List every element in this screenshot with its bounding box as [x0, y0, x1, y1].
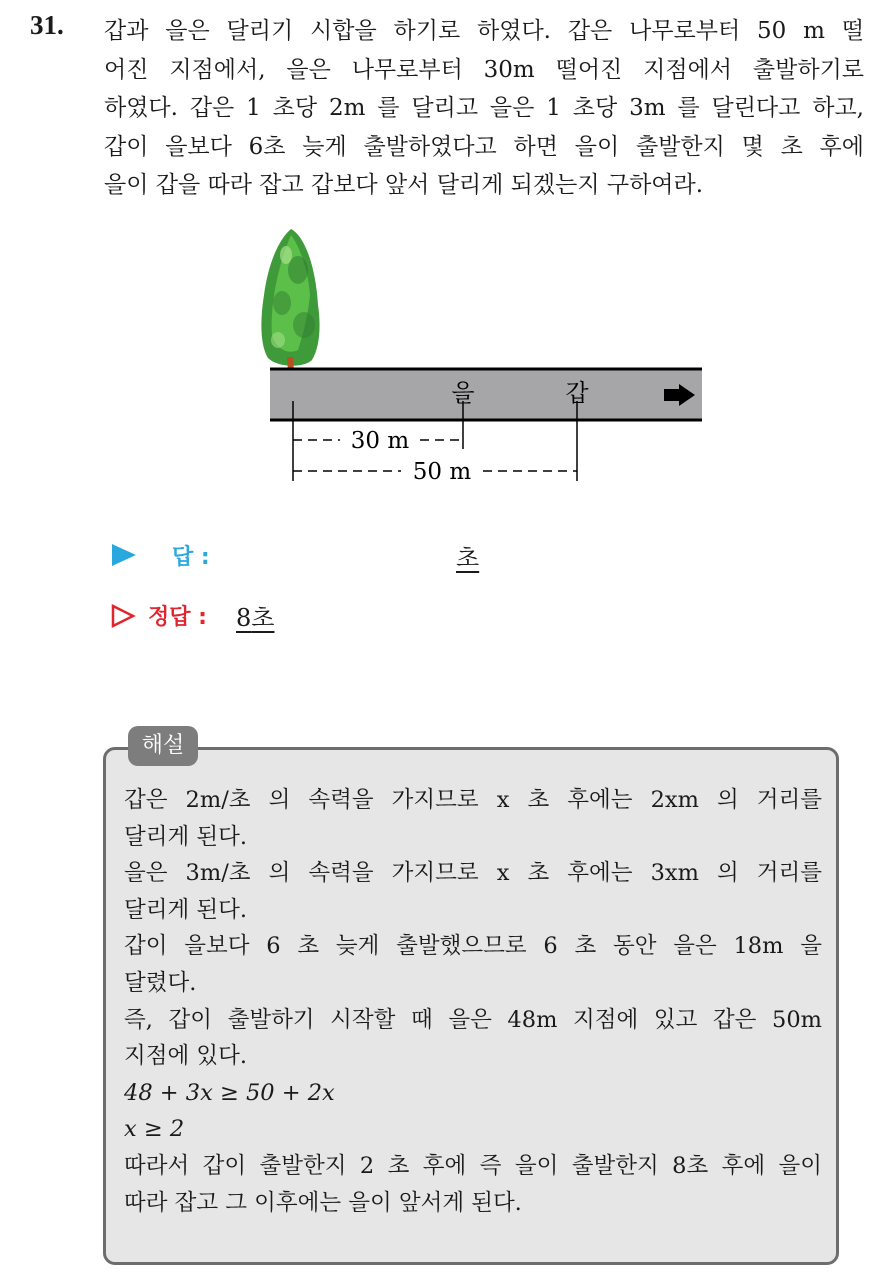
solution-line: 달리게 된다. — [124, 823, 247, 850]
solution-line: 따라서 갑이 출발한지 2 초 후에 즉 을이 출발한지 8초 후에 을이 — [124, 1152, 822, 1179]
solution-line: 즉, 갑이 출발하기 시작할 때 을은 48m 지점에 있고 갑은 50m — [124, 1006, 822, 1033]
question-line: 갑이 을보다 6초 늦게 출발하였다고 하면 을이 출발한지 몇 초 후에 — [104, 133, 864, 160]
question-line: 어진 지점에서, 을은 나무로부터 30m 떨어진 지점에서 출발하기로 — [104, 56, 864, 83]
race-diagram — [258, 225, 708, 487]
answer-row — [110, 536, 610, 576]
solution-text — [124, 782, 822, 1221]
solution-line: 지점에 있다. — [124, 1043, 247, 1070]
solution-tab: 해설 — [128, 726, 198, 766]
solution-equation: x ≥ 2 — [124, 1116, 185, 1143]
answer-unit: 초 — [456, 544, 480, 572]
dimension-50m: 50 m — [412, 459, 472, 485]
solution-line: 갑은 2m/초 의 속력을 가지므로 x 초 후에는 2xm 의 거리를 — [124, 787, 822, 813]
play-triangle-icon — [110, 542, 138, 568]
correct-number: 8 — [236, 604, 252, 632]
correct-answer-value — [236, 598, 274, 633]
question-line: 갑과 을은 달리기 시합을 하기로 하였다. 갑은 나무로부터 50 m 떨 — [104, 18, 864, 44]
question-number: 31. — [30, 10, 64, 40]
label-eul: 을 — [451, 379, 475, 407]
answer-label: 답 : — [172, 545, 210, 570]
solution-line: 따라 잡고 그 이후에는 을이 앞서게 된다. — [124, 1189, 522, 1216]
solution-line: 갑이 을보다 6 초 늦게 출발했으므로 6 초 동안 을은 18m 을 — [124, 933, 822, 960]
correct-answer-row — [110, 596, 610, 636]
question-line: 을이 갑을 따라 잡고 갑보다 앞서 달리게 되겠는지 구하여라. — [104, 172, 704, 198]
solution-equation: 48 + 3x ≥ 50 + 2x — [124, 1079, 335, 1106]
question-text — [104, 12, 864, 205]
solution-line: 달리게 된다. — [124, 896, 247, 923]
dimension-30m: 30 m — [350, 428, 410, 454]
play-triangle-outline-icon — [110, 603, 136, 629]
road — [270, 369, 702, 420]
question-line: 하였다. 갑은 1 초당 2m 를 달리고 을은 1 초당 3m 를 달린다고 하고, — [104, 95, 864, 121]
correct-unit: 초 — [251, 604, 275, 632]
label-gap: 갑 — [565, 379, 589, 407]
solution-line: 달렸다. — [124, 969, 197, 996]
solution-line: 을은 3m/초 의 속력을 가지므로 x 초 후에는 3xm 의 거리를 — [124, 860, 822, 887]
correct-answer-label: 정답 : — [148, 605, 207, 630]
